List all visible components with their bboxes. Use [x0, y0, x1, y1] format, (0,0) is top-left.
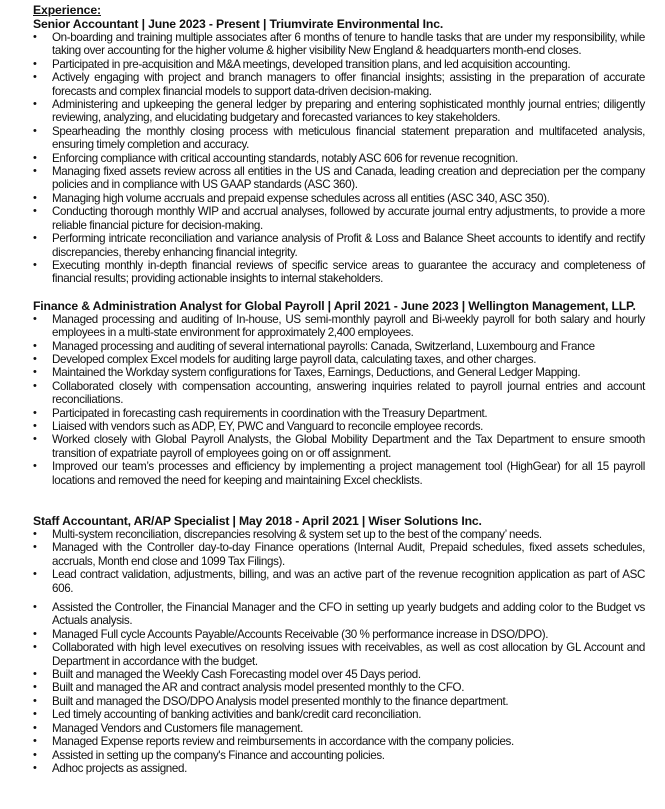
- bullet-item: [33, 340, 645, 353]
- bullet-dot-icon: •: [33, 151, 37, 164]
- bullet-dot-icon: •: [33, 205, 37, 218]
- bullet-dot-icon: •: [33, 735, 37, 748]
- bullet-text: Collaborated with high level executives on resolving issues with receivables, as well as cost allocation by GL Account and Department in accordance with the budget.: [52, 641, 645, 668]
- bullet-text: Developed complex Excel models for auditing large payroll data, calculating taxes, and other charges.: [52, 352, 537, 366]
- job-title: Finance & Administration Analyst for Global Payroll | April 2021 - June 2023 | Wellington Management, LLP.: [33, 298, 636, 313]
- bullet-dot-icon: •: [33, 419, 37, 432]
- bullet-item: [33, 152, 645, 165]
- bullet-dot-icon: •: [33, 721, 37, 734]
- bullet-item: [33, 641, 645, 668]
- job-senior-accountant: [33, 17, 645, 286]
- bullet-dot-icon: •: [33, 433, 37, 446]
- bullet-text: Liaised with vendors such as ADP, EY, PWC and Vanguard to reconcile employee records.: [52, 419, 484, 433]
- bullet-text: Actively engaging with project and branch managers to offer financial insights; assisting in the preparation of accurate forecasts and complex financial models to support data-driven decision-making.: [52, 71, 645, 98]
- bullet-text: Maintained the Workday system configurations for Taxes, Earnings, Deductions, and General Ledger Mapping.: [52, 366, 581, 380]
- bullet-text: Managing fixed assets review across all entities in the US and Canada, leading creation and depreciation per the company policies and in compliance with US GAAP standards (ASC 360).: [52, 165, 645, 192]
- bullet-item: [33, 205, 645, 232]
- bullet-item: [33, 192, 645, 205]
- bullet-dot-icon: •: [33, 379, 37, 392]
- bullet-dot-icon: •: [33, 191, 37, 204]
- bullet-dot-icon: •: [33, 627, 37, 640]
- bullet-text: Spearheading the monthly closing process with meticulous financial statement preparation and multifaceted analysis, ensuring timely completion and accuracy.: [52, 124, 645, 152]
- bullet-text: Assisted the Controller, the Financial Manager and the CFO in setting up yearly budgets and adding color to the Budget vs Actuals analysis.: [52, 601, 645, 628]
- bullet-text: Built and managed the DSO/DPO Analysis model presented monthly to the finance department.: [52, 694, 509, 708]
- bullet-text: Managed with the Controller day-to-day Finance operations (Internal Audit, Prepaid schedules, fixed assets schedules, accruals, Month end close and 1099 Tax Filings).: [52, 541, 645, 568]
- bullet-text: Managed processing and auditing of In-house, US semi-monthly payroll and Bi-weekly payroll for both salary and hourly employees in a multi-state environment for approximately 2,400 employees.: [52, 312, 645, 340]
- bullet-dot-icon: •: [33, 71, 37, 84]
- bullet-item: [33, 668, 645, 681]
- bullet-dot-icon: •: [33, 601, 37, 614]
- bullet-item: [33, 528, 645, 541]
- bullet-item: [33, 31, 645, 58]
- bullet-dot-icon: •: [33, 681, 37, 694]
- bullet-item: [33, 628, 645, 641]
- job-title: Senior Accountant | June 2023 - Present | Triumvirate Environmental Inc.: [33, 17, 444, 31]
- bullet-item: [33, 762, 645, 775]
- bullet-dot-icon: •: [33, 406, 37, 419]
- bullet-dot-icon: •: [33, 124, 37, 137]
- bullet-item: [33, 601, 645, 628]
- bullet-text: Worked closely with Global Payroll Analysts, the Global Mobility Department and the Tax Department to ensure smooth transition of expatriate payroll of employees going on or off assignment.: [52, 433, 645, 460]
- bullet-text: Assisted in setting up the company's Finance and accounting policies.: [52, 748, 385, 762]
- bullet-dot-icon: •: [33, 748, 37, 761]
- job-bullet-list: [33, 528, 645, 595]
- bullet-text: Executing monthly in-depth financial reviews of specific service areas to guarantee the accuracy and completeness of financial results; providing actionable insights to internal stakeholders.: [52, 258, 645, 286]
- bullet-text: Managed Full cycle Accounts Payable/Accounts Receivable (30 % performance increase in DSO/DPO).: [52, 627, 549, 641]
- bullet-text: Conducting thorough monthly WIP and accrual analyses, followed by accurate journal entry adjustments, to provide a more reliable financial picture for decision-making.: [52, 205, 645, 232]
- bullet-item: [33, 460, 645, 487]
- bullet-text: Collaborated closely with compensation accounting, answering inquiries related to payroll journal entries and account reconciliations.: [52, 379, 645, 407]
- bullet-item: [33, 165, 645, 192]
- job-finance-admin-analyst: [33, 299, 645, 487]
- bullet-item: [33, 259, 645, 286]
- bullet-dot-icon: •: [33, 232, 37, 245]
- bullet-dot-icon: •: [33, 761, 37, 774]
- bullet-text: Multi-system reconciliation, discrepancies resolving & system set up to the best of the company’ needs.: [52, 528, 542, 541]
- bullet-dot-icon: •: [33, 366, 37, 379]
- job-bullet-list: [33, 313, 645, 487]
- bullet-text: Built and managed the AR and contract analysis model presented monthly to the CFO.: [52, 681, 465, 695]
- bullet-text: Led timely accounting of banking activities and bank/credit card reconciliation.: [52, 708, 422, 722]
- bullet-dot-icon: •: [33, 57, 37, 70]
- bullet-text: Managed Vendors and Customers file management.: [52, 721, 303, 735]
- bullet-text: Administering and upkeeping the general ledger by preparing and entering sophisticated monthly journal entries; diligently reviewing, analyzing, and elucidating budgetary and forecasted variances to key stakeholders.: [52, 98, 645, 125]
- bullet-text: Lead contract validation, adjustments, billing, and was an active part of the revenue recognition application as part of ASC 606.: [52, 568, 645, 595]
- bullet-dot-icon: •: [33, 568, 37, 581]
- bullet-text: Managing high volume accruals and prepaid expense schedules across all entities (ASC 340, ASC 350).: [52, 191, 550, 205]
- bullet-item: [33, 232, 645, 259]
- bullet-item: [33, 695, 645, 708]
- bullet-item: [33, 681, 645, 694]
- bullet-dot-icon: •: [33, 541, 37, 554]
- bullet-dot-icon: •: [33, 668, 37, 681]
- bullet-dot-icon: •: [33, 98, 37, 111]
- bullet-item: [33, 407, 645, 420]
- bullet-item: [33, 313, 645, 340]
- bullet-text: Improved our team’s processes and efficiency by implementing a project management tool (HighGear) for all 15 payroll locations and removed the need for keeping and maintaining Excel checklists.: [52, 460, 645, 487]
- job-title: Staff Accountant, AR/AP Specialist | May 2018 - April 2021 | Wiser Solutions Inc.: [33, 514, 482, 528]
- spacer: [33, 286, 645, 299]
- bullet-item: [33, 735, 645, 748]
- job-staff-accountant: [33, 514, 645, 775]
- bullet-text: Adhoc projects as assigned.: [52, 761, 187, 775]
- bullet-text: Participated in pre-acquisition and M&A meetings, developed transition plans, and led acquisition accounting.: [52, 57, 571, 71]
- bullet-item: [33, 71, 645, 98]
- bullet-item: [33, 722, 645, 735]
- bullet-item: [33, 380, 645, 407]
- bullet-item: [33, 125, 645, 152]
- bullet-dot-icon: •: [33, 694, 37, 707]
- bullet-dot-icon: •: [33, 165, 37, 178]
- bullet-dot-icon: •: [33, 312, 37, 325]
- bullet-text: Participated in forecasting cash requirements in coordination with the Treasury Department.: [52, 406, 488, 420]
- bullet-text: Enforcing compliance with critical accounting standards, notably ASC 606 for revenue recognition.: [52, 151, 518, 165]
- bullet-text: Built and managed the Weekly Cash Forecasting model over 45 Days period.: [52, 668, 421, 682]
- bullet-dot-icon: •: [33, 31, 37, 43]
- bullet-text: Managed processing and auditing of several international payrolls: Canada, Switzerland, Luxembourg and France: [52, 339, 595, 353]
- bullet-item: [33, 353, 645, 366]
- bullet-text: On-boarding and training multiple associates after 6 months of tenure to handle tasks that are under my responsibility, while taking over accounting for the higher volume & higher visibility New England & headquarters month-end closes.: [52, 31, 645, 58]
- bullet-item: [33, 98, 645, 125]
- bullet-item: [33, 568, 645, 595]
- bullet-item: [33, 749, 645, 762]
- bullet-dot-icon: •: [33, 528, 37, 540]
- bullet-item: [33, 58, 645, 71]
- bullet-dot-icon: •: [33, 258, 37, 271]
- bullet-dot-icon: •: [33, 339, 37, 352]
- bullet-text: Managed Expense reports review and reimbursements in accordance with the company policies.: [52, 735, 514, 749]
- bullet-dot-icon: •: [33, 352, 37, 365]
- bullet-dot-icon: •: [33, 460, 37, 473]
- bullet-item: [33, 708, 645, 721]
- bullet-dot-icon: •: [33, 708, 37, 721]
- bullet-dot-icon: •: [33, 641, 37, 654]
- spacer: [33, 487, 645, 514]
- experience-heading: Experience:: [33, 3, 101, 17]
- bullet-item: [33, 366, 645, 379]
- bullet-item: [33, 420, 645, 433]
- bullet-text: Performing intricate reconciliation and variance analysis of Profit & Loss and Balance Sheet accounts to identify and rectify discrepancies, thereby enhancing financial integrity.: [52, 232, 645, 259]
- job-bullet-list-continued: [33, 601, 645, 775]
- bullet-item: [33, 541, 645, 568]
- bullet-item: [33, 433, 645, 460]
- job-bullet-list: [33, 31, 645, 286]
